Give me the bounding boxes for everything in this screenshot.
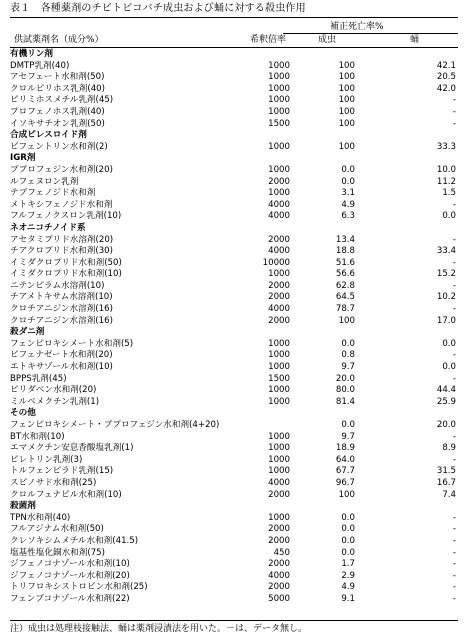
table-row (0, 84, 468, 96)
agent-name-cell: BPPS乳剤(45) (10, 373, 67, 384)
category-label: 合成ピレスロイド剤 (10, 130, 87, 141)
adult-mortality-cell: 18.8 (335, 246, 355, 257)
dilution-cell: 1000 (268, 385, 290, 396)
pupa-mortality-cell: - (452, 106, 456, 117)
adult-mortality-cell: 9.7 (341, 431, 355, 442)
pupa-mortality-cell: - (452, 524, 456, 535)
dilution-cell: 1000 (268, 83, 290, 94)
adult-mortality-cell: 0.0 (341, 547, 355, 558)
table-caption: 表１ 各種薬剤のチビトビコバチ成虫および蛹に対する殺虫作用 (10, 3, 306, 14)
header-mortality-group: 補正死亡率% (330, 22, 384, 32)
agent-name-cell: BT水和剤(10) (10, 431, 65, 442)
pupa-mortality-cell: 1.5 (442, 188, 456, 199)
table-row (0, 304, 468, 316)
header-dilution: 希釈倍率 (250, 35, 287, 45)
adult-mortality-cell: 0.0 (341, 524, 355, 535)
pupa-mortality-cell: - (452, 547, 456, 558)
category-row (0, 327, 468, 339)
pupa-mortality-cell: 10.2 (436, 292, 456, 303)
agent-name-cell: TPN水和剤(40) (10, 512, 71, 523)
table-row (0, 374, 468, 386)
pupa-mortality-cell: 42.0 (436, 83, 456, 94)
dilution-cell: 1000 (268, 512, 290, 523)
agent-name-cell: イミダクロプリド水和剤(10) (10, 269, 122, 280)
dilution-cell: 1000 (268, 60, 290, 71)
pupa-mortality-cell: - (452, 199, 456, 210)
agent-name-cell: ジフェノコナゾール水和剤(10) (10, 559, 130, 570)
table-row (0, 258, 468, 270)
table-top-rule (10, 17, 458, 18)
table-row (0, 188, 468, 200)
category-label: 殺菌剤 (10, 501, 36, 512)
table-row (0, 107, 468, 119)
table-row (0, 61, 468, 73)
table-row (0, 211, 468, 223)
adult-mortality-cell: 78.7 (335, 304, 355, 315)
dilution-cell: 1000 (268, 454, 290, 465)
table-footnote: 注）成虫は処理枝接触法、蛹は薬剤浸漬法を用いた。－は、データ無し。 (10, 624, 308, 634)
adult-mortality-cell: 0.0 (341, 535, 355, 546)
table-row (0, 292, 468, 304)
adult-mortality-cell: 18.9 (335, 443, 355, 454)
adult-mortality-cell: 0.8 (341, 350, 355, 361)
dilution-cell: 2000 (268, 292, 290, 303)
dilution-cell: 2000 (268, 535, 290, 546)
adult-mortality-cell: 9.7 (341, 362, 355, 373)
category-row (0, 223, 468, 235)
agent-name-cell: ブプロフェジン水和剤(20) (10, 164, 113, 175)
adult-mortality-cell: 67.7 (335, 466, 355, 477)
adult-mortality-cell: 96.7 (335, 477, 355, 488)
adult-mortality-cell: 100 (338, 60, 355, 71)
pupa-mortality-cell: 15.2 (436, 269, 456, 280)
table-row (0, 466, 468, 478)
pupa-mortality-cell: 33.4 (436, 246, 456, 257)
dilution-cell: 1000 (268, 106, 290, 117)
dilution-cell: 1000 (268, 72, 290, 83)
pupa-mortality-cell: - (452, 234, 456, 245)
table-row (0, 397, 468, 409)
agent-name-cell: ビフェナゼート水和剤(20) (10, 350, 113, 361)
agent-name-cell: トリフロキシストロビン水和剤(25) (10, 582, 148, 593)
table-row (0, 269, 468, 281)
adult-mortality-cell: 64.0 (335, 454, 355, 465)
pupa-mortality-cell: 20.5 (436, 72, 456, 83)
table-row (0, 571, 468, 583)
pupa-mortality-cell: - (452, 582, 456, 593)
table-row (0, 350, 468, 362)
adult-mortality-cell: 51.6 (335, 257, 355, 268)
agent-name-cell: アセタミプリド水溶剤(20) (10, 234, 114, 245)
adult-mortality-cell: 0.0 (341, 338, 355, 349)
pupa-mortality-cell: 8.9 (442, 443, 456, 454)
pupa-mortality-cell: - (452, 304, 456, 315)
agent-name-cell: DMTP乳剤(40) (10, 60, 70, 71)
table-row (0, 142, 468, 154)
adult-mortality-cell: 80.0 (335, 385, 355, 396)
agent-name-cell: イミダクロプリド水和剤(50) (10, 257, 122, 268)
adult-mortality-cell: 4.9 (341, 199, 355, 210)
dilution-cell: 1000 (268, 466, 290, 477)
pupa-mortality-cell: - (452, 593, 456, 604)
pupa-mortality-cell: 7.4 (442, 489, 456, 500)
table-row (0, 548, 468, 560)
pupa-mortality-cell: 44.4 (436, 385, 456, 396)
pupa-mortality-cell: 31.5 (436, 466, 456, 477)
category-row (0, 501, 468, 513)
dilution-cell: 4000 (268, 570, 290, 581)
adult-mortality-cell: 0.0 (341, 420, 355, 430)
category-row (0, 408, 468, 420)
dilution-cell: 2000 (268, 315, 290, 326)
pupa-mortality-cell: - (452, 512, 456, 523)
table-row (0, 594, 468, 606)
agent-name-cell: メトキシフェノジド水和剤 (10, 199, 113, 210)
pupa-mortality-cell: - (452, 280, 456, 291)
table-row (0, 536, 468, 548)
pupa-mortality-cell: - (452, 535, 456, 546)
adult-mortality-cell: 100 (338, 489, 355, 500)
pupa-mortality-cell: 20.0 (436, 420, 456, 430)
dilution-cell: 1500 (268, 118, 290, 129)
table-row (0, 281, 468, 293)
dilution-cell: 1000 (268, 431, 290, 442)
adult-mortality-cell: 0.0 (341, 164, 355, 175)
adult-mortality-cell: 100 (338, 118, 355, 129)
agent-name-cell: フェンピロキシメート・ブプロフェジン水和剤(4+20) (10, 420, 220, 430)
agent-name-cell: エマメクチン安息香酸塩乳剤(1) (10, 443, 134, 454)
category-row (0, 130, 468, 142)
category-label: 有機リン剤 (10, 49, 53, 59)
table-row (0, 455, 468, 467)
adult-mortality-cell: 64.5 (335, 292, 355, 303)
category-label: 殺ダニ剤 (10, 327, 45, 338)
agent-name-cell: エトキサゾール水和剤(10) (10, 362, 113, 373)
agent-name-cell: フルアジナム水和剤(50) (10, 524, 104, 535)
dilution-cell: 2000 (268, 280, 290, 291)
table-row (0, 432, 468, 444)
pupa-mortality-cell: 42.1 (436, 60, 456, 71)
agent-name-cell: ピリダベン水和剤(20) (10, 385, 97, 396)
adult-mortality-cell: 13.4 (335, 234, 355, 245)
dilution-cell: 4000 (268, 246, 290, 257)
pupa-mortality-cell: 17.0 (436, 315, 456, 326)
dilution-cell: 4000 (268, 304, 290, 315)
pupa-mortality-cell: - (452, 95, 456, 106)
agent-name-cell: ピレトリン乳剤(3) (10, 454, 83, 465)
agent-name-cell: クロルフェナピル水和剤(10) (10, 489, 122, 500)
adult-mortality-cell: 0.0 (341, 512, 355, 523)
adult-mortality-cell: 81.4 (335, 396, 355, 407)
table-row (0, 385, 468, 397)
dilution-cell: 1000 (268, 338, 290, 349)
adult-mortality-cell: 1.7 (341, 559, 355, 570)
dilution-cell: 4000 (268, 477, 290, 488)
agent-name-cell: 塩基性塩化銅水和剤(75) (10, 547, 105, 558)
dilution-cell: 4000 (268, 211, 290, 222)
dilution-cell: 1000 (268, 396, 290, 407)
agent-name-cell: ニテンピラム水溶剤(10) (10, 280, 105, 291)
table-body (0, 49, 468, 606)
agent-name-cell: テブフェノジド水和剤 (10, 188, 96, 199)
category-row (0, 153, 468, 165)
table-row (0, 165, 468, 177)
pupa-mortality-cell: - (452, 257, 456, 268)
table-row (0, 235, 468, 247)
category-label: その他 (10, 408, 36, 419)
agent-name-cell: プロフェノホス乳剤(40) (10, 106, 105, 117)
pupa-mortality-cell: - (452, 570, 456, 581)
table-row (0, 524, 468, 536)
agent-name-cell: ルフェヌロン乳剤 (10, 176, 79, 187)
agent-name-cell: フェンブコナゾール水和剤(22) (10, 593, 130, 604)
table-row (0, 72, 468, 84)
header-adult: 成虫 (318, 35, 337, 45)
table-row (0, 362, 468, 374)
table-row (0, 443, 468, 455)
agent-name-cell: クロチアニジン水溶剤(16) (10, 315, 113, 326)
adult-mortality-cell: 100 (338, 95, 355, 106)
dilution-cell: 1000 (268, 350, 290, 361)
table-row (0, 339, 468, 351)
dilution-cell: 1000 (268, 164, 290, 175)
dilution-cell: 1500 (268, 373, 290, 384)
agent-name-cell: クレソキシムメチル水和剤(41.5) (10, 535, 139, 546)
pupa-mortality-cell: 33.3 (436, 141, 456, 152)
adult-mortality-cell: 0.0 (341, 176, 355, 187)
dilution-cell: 1000 (268, 269, 290, 280)
adult-mortality-cell: 2.9 (341, 570, 355, 581)
table-bottom-rule (10, 620, 458, 621)
dilution-cell: 2000 (268, 559, 290, 570)
dilution-cell: 1000 (268, 443, 290, 454)
agent-name-cell: チアメトキサム水溶剤(10) (10, 292, 113, 303)
dilution-cell: 4000 (268, 199, 290, 210)
header-bottom-rule (10, 47, 458, 48)
table-row (0, 316, 468, 328)
table-row (0, 490, 468, 502)
dilution-cell: 5000 (268, 593, 290, 604)
dilution-cell: 450 (273, 547, 290, 558)
pupa-mortality-cell: - (452, 454, 456, 465)
adult-mortality-cell: 100 (338, 83, 355, 94)
pupa-mortality-cell: 25.9 (436, 396, 456, 407)
agent-name-cell: トルフェンピラド乳剤(15) (10, 466, 114, 477)
pupa-mortality-cell: 10.0 (436, 164, 456, 175)
category-label: ネオニコチノイド系 (10, 222, 86, 233)
pupa-mortality-cell: - (452, 118, 456, 129)
dilution-cell: 1000 (268, 362, 290, 373)
pupa-mortality-cell: - (452, 431, 456, 442)
table-row (0, 582, 468, 594)
adult-mortality-cell: 9.1 (341, 593, 355, 604)
category-label: IGR剤 (10, 153, 36, 164)
header-agent-name: 供試薬剤名（成分%） (14, 35, 104, 45)
agent-name-cell: アセフェート水和剤(50) (10, 72, 105, 83)
agent-name-cell: ジフェノコナゾール水和剤(20) (10, 570, 130, 581)
pupa-mortality-cell: - (452, 350, 456, 361)
table-row (0, 95, 468, 107)
agent-name-cell: チアクロプリド水和剤(30) (10, 246, 113, 257)
agent-name-cell: スピノサド水和剤(25) (10, 477, 97, 488)
table-row (0, 478, 468, 490)
dilution-cell: 1000 (268, 95, 290, 106)
pupa-mortality-cell: 16.7 (436, 477, 456, 488)
pupa-mortality-cell: - (452, 373, 456, 384)
table-row (0, 119, 468, 131)
dilution-cell: 2000 (268, 489, 290, 500)
table-row (0, 177, 468, 189)
dilution-cell: 10000 (262, 257, 290, 268)
pupa-mortality-cell: - (452, 559, 456, 570)
table-row (0, 513, 468, 525)
adult-mortality-cell: 62.8 (335, 280, 355, 291)
agent-name-cell: ビフェントリン水和剤(2) (10, 141, 108, 152)
dilution-cell: 2000 (268, 176, 290, 187)
adult-mortality-cell: 4.9 (341, 582, 355, 593)
adult-mortality-cell: 100 (338, 106, 355, 117)
adult-mortality-cell: 3.1 (341, 188, 355, 199)
header-group-rule (283, 33, 458, 34)
agent-name-cell: クロルピリホス乳剤(40) (10, 83, 105, 94)
dilution-cell: 2000 (268, 582, 290, 593)
dilution-cell: 2000 (268, 234, 290, 245)
table-row (0, 200, 468, 212)
dilution-cell: 2000 (268, 524, 290, 535)
category-row (0, 49, 468, 61)
header-pupa: 蛹 (410, 35, 420, 45)
adult-mortality-cell: 20.0 (335, 373, 355, 384)
dilution-cell: 1000 (268, 141, 290, 152)
adult-mortality-cell: 56.6 (335, 269, 355, 280)
adult-mortality-cell: 100 (338, 315, 355, 326)
adult-mortality-cell: 100 (338, 72, 355, 83)
pupa-mortality-cell: 0.0 (442, 338, 456, 349)
pupa-mortality-cell: 0.0 (442, 211, 456, 222)
table-row (0, 559, 468, 571)
agent-name-cell: イソキサチオン乳剤(50) (10, 118, 105, 129)
dilution-cell: 1000 (268, 188, 290, 199)
agent-name-cell: フェンピロキシメート水和剤(5) (10, 338, 134, 349)
table-row (0, 246, 468, 258)
pupa-mortality-cell: 0.0 (442, 362, 456, 373)
agent-name-cell: ピリミホスメチル乳剤(45) (10, 95, 114, 106)
agent-name-cell: ミルベメクチン乳剤(1) (10, 396, 100, 407)
pupa-mortality-cell: 11.2 (436, 176, 456, 187)
adult-mortality-cell: 100 (338, 141, 355, 152)
agent-name-cell: フルフェノクスロン乳剤(10) (10, 211, 122, 222)
table-row (0, 420, 468, 432)
adult-mortality-cell: 6.3 (341, 211, 355, 222)
agent-name-cell: クロチアニジン水溶剤(16) (10, 304, 113, 315)
